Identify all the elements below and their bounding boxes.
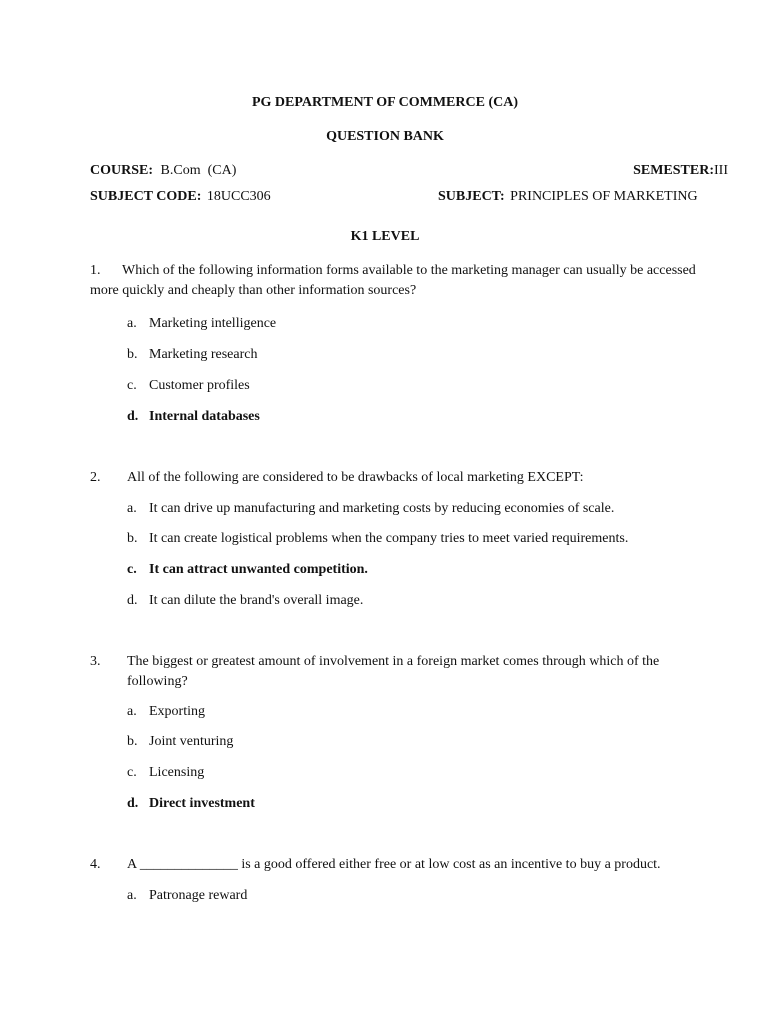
- course-info: [90, 161, 236, 181]
- subject-value: PRINCIPLES OF MARKETING: [510, 189, 698, 204]
- subject-info: [438, 187, 698, 207]
- course-value: B.Com (CA): [160, 163, 237, 178]
- subject-code-info: [90, 187, 271, 207]
- question-text: All of the following are considered to be drawbacks of local marketing EXCEPT:: [127, 470, 584, 485]
- option-item: a. It can drive up manufacturing and marketing costs by reducing economies of scale.: [127, 501, 615, 516]
- document-title: QUESTION BANK: [326, 129, 444, 144]
- option-item: b. Joint venturing: [127, 734, 234, 749]
- option-item: b. Marketing research: [127, 347, 258, 362]
- question-number: 3.: [90, 654, 101, 669]
- semester-value: III: [714, 163, 728, 178]
- option-item: b. It can create logistical problems when the company tries to meet varied requirements.: [127, 531, 629, 546]
- question-number: 1.: [90, 263, 101, 278]
- question-text: The biggest or greatest amount of involvement in a foreign market comes through which of the following?: [127, 654, 660, 690]
- subject-code-value: 18UCC306: [206, 189, 271, 204]
- option-item: d. It can dilute the brand's overall image.: [127, 593, 364, 608]
- option-item-correct: d. Direct investment: [127, 796, 255, 811]
- subject-label: SUBJECT:: [438, 189, 505, 204]
- department-heading: PG DEPARTMENT OF COMMERCE (CA): [251, 95, 518, 110]
- semester-info: [633, 161, 728, 181]
- level-heading: K1 LEVEL: [350, 229, 420, 244]
- subject-code-label: SUBJECT CODE:: [90, 189, 202, 204]
- semester-label: SEMESTER:: [633, 163, 714, 178]
- option-item: a. Marketing intelligence: [127, 316, 277, 331]
- question-number: 2.: [90, 470, 101, 485]
- option-item: c. Licensing: [127, 765, 205, 780]
- course-label: COURSE:: [90, 163, 154, 178]
- question-1: [90, 261, 710, 302]
- question-text: Which of the following information forms available to the marketing manager can usually be accessed more quickly and cheaply than other information sources?: [90, 263, 696, 299]
- option-item-correct: d. Internal databases: [127, 409, 260, 424]
- question-text: A ______________ is a good offered either free or at low cost as an incentive to buy a product.: [127, 857, 661, 872]
- option-item: a. Exporting: [127, 704, 205, 719]
- question-number: 4.: [90, 857, 101, 872]
- option-item-correct: c. It can attract unwanted competition.: [127, 562, 368, 577]
- option-item: a. Patronage reward: [127, 888, 248, 903]
- option-item: c. Customer profiles: [127, 378, 250, 393]
